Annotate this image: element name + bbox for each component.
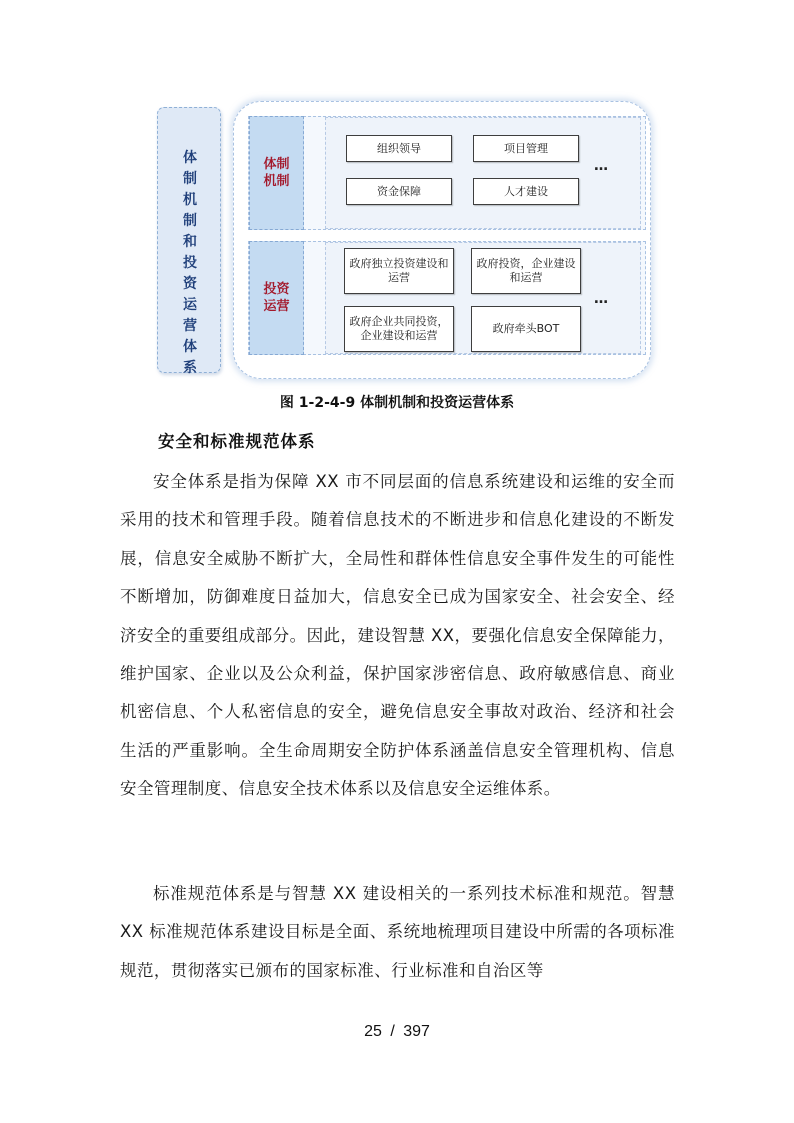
section-label-line: 机制 — [263, 174, 290, 189]
diagram-box: 项目管理 — [473, 135, 579, 162]
side-title-char: 和 — [183, 234, 197, 250]
side-title-char: 体 — [183, 339, 197, 355]
section-content — [325, 242, 641, 354]
side-title-char: 机 — [183, 192, 197, 208]
diagram-box: 资金保障 — [346, 178, 452, 205]
section-label-line: 体制 — [263, 157, 290, 172]
figure-caption: 图 1-2-4-9 体制机制和投资运营体系 — [279, 395, 515, 411]
body-paragraph: 标准规范体系是与智慧 XX 建设相关的一系列技术标准和规范。智慧 XX 标准规范体系建设目标是全面、系统地梳理项目建设中所需的各项标准规范，贯彻落实已颁布的国家标准、行业标准和自治区等 — [120, 884, 675, 980]
diagram-main-panel — [233, 101, 651, 379]
diagram-box: 人才建设 — [473, 178, 579, 205]
section-label-line: 投资 — [263, 282, 290, 297]
diagram-side-title — [158, 148, 222, 379]
section-label — [249, 116, 304, 230]
side-title-char: 营 — [183, 318, 197, 334]
diagram-box: 组织领导 — [346, 135, 452, 162]
diagram-box: 政府企业共同投资，企业建设和运营 — [344, 306, 454, 352]
side-title-char: 资 — [183, 276, 197, 292]
section-heading: 安全和标准规范体系 — [158, 432, 316, 451]
side-title-char: 制 — [183, 213, 197, 229]
section-label — [249, 241, 304, 355]
diagram-section-institution — [248, 116, 646, 230]
diagram-section-investment — [248, 241, 646, 355]
page-number: 25 / 397 — [364, 1023, 430, 1040]
side-title-char: 体 — [183, 150, 197, 166]
diagram-ellipsis: … — [594, 158, 609, 174]
diagram-box: 政府牵头BOT — [471, 306, 581, 352]
section-content — [325, 117, 641, 229]
section-label-line: 运营 — [263, 299, 290, 314]
diagram-side-panel — [157, 107, 221, 376]
body-paragraph: 安全体系是指为保障 XX 市不同层面的信息系统建设和运维的安全而采用的技术和管理手段。随着信息技术的不断进步和信息化建设的不断发展，信息安全威胁不断扩大，全局性和群体性信息安全事件发生的可能性不断增加，防御难度日益加大，信息安全已成为国家安全、社会安全、经济安全的重要组成部分。因此，建设智慧 XX，要强化信息安全保障能力，维护国家、企业以及公众利益，保护国家涉密信息、政府敏感信息、商业机密信息、个人私密信息的安全，避免信息安全事故对政治、经济和社会生活的严重影响。全生命周期安全防护体系涵盖信息安全管理机构、信息安全管理制度、信息安全技术体系以及信息安全运维体系。 — [120, 472, 675, 799]
diagram-ellipsis: … — [594, 291, 609, 307]
diagram-box: 政府投资，企业建设和运营 — [471, 248, 581, 294]
system-diagram — [155, 101, 651, 379]
diagram-box: 政府独立投资建设和运营 — [344, 248, 454, 294]
side-title-char: 系 — [183, 360, 197, 376]
side-title-char: 运 — [183, 297, 197, 313]
side-title-char: 投 — [183, 255, 197, 271]
side-title-char: 制 — [183, 171, 197, 187]
